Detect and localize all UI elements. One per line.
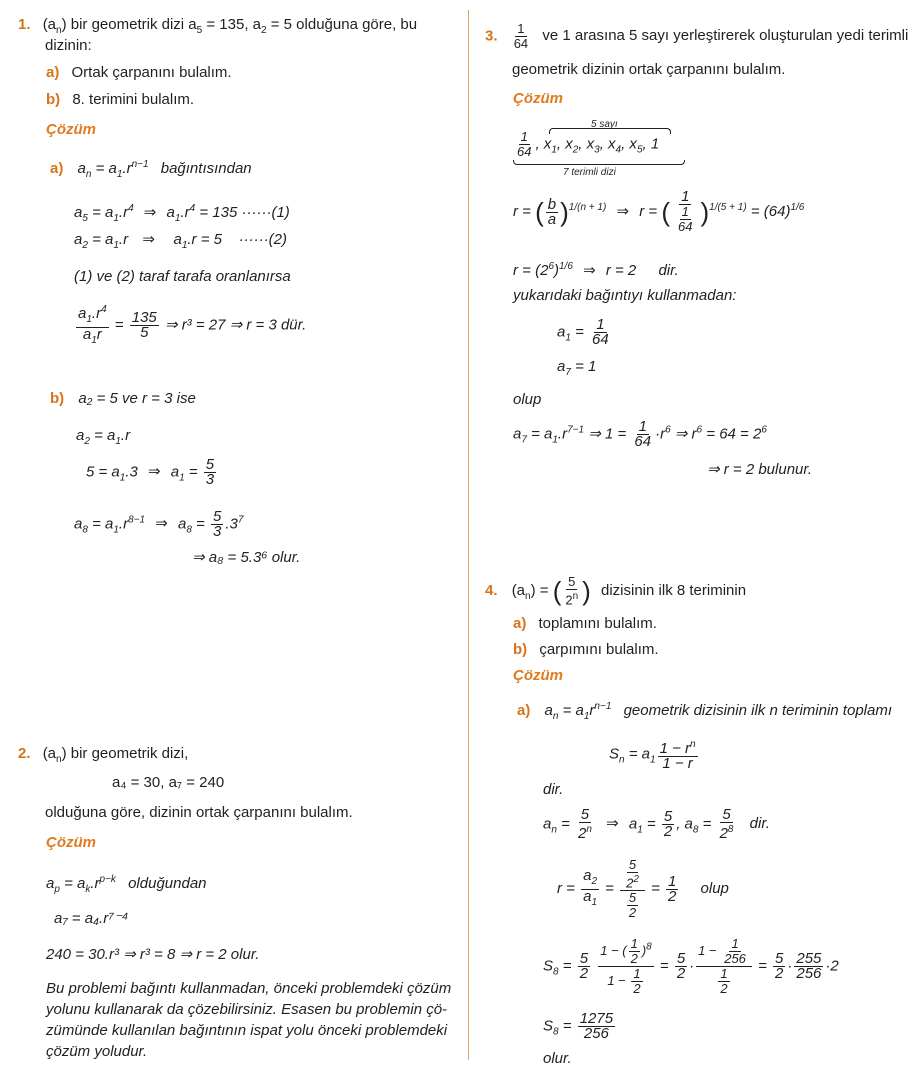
p2-note-4: çözüm yoludur. [46, 1043, 148, 1060]
problem-1-statement: 1. $(a_n)$ bir geometrik dizi $a_5 = 135$, $a_2 = 5$ olduğuna göre, bu [18, 16, 418, 36]
p1-eq1: $a_5 = a_1.r^4$ ⇒ $a_1.r^4 = 135 \cdot\cdot\cdot\cdot\cdot\cdot(1)$ [74, 203, 290, 224]
p3-bulunur: ⇒ r = 2 bulunur. [707, 461, 812, 478]
problem-1-statement-cont: dizinin: [45, 37, 92, 54]
p3-a1: $a_1$ = $\frac{1}{64}$ [557, 316, 609, 348]
p1-eq2: $a_2 = a_1.r$ ⇒ $a_1.r = 5$ ······(2) [74, 231, 287, 251]
column-divider [468, 10, 469, 1060]
p2-eq-a7: a₇ = a₄.r⁷⁻⁴ [54, 910, 129, 927]
p3-brace-top-label: 5 sayı [591, 119, 618, 130]
problem-3-number: 3. [485, 27, 498, 45]
problem-2-given: a₄ = 30, a₇ = 240 [112, 774, 225, 791]
p4-s8-result: $S_8$ = $\frac{1275}{256}$ [543, 1010, 614, 1042]
problem-2-statement-cont: olduğuna göre, dizinin ortak çarpanını bulalım. [45, 804, 353, 821]
p1-ratio-text: (1) ve (2) taraf tarafa oranlanırsa [74, 268, 291, 285]
p3-without-text: yukarıdaki bağıntıyı kullanmadan: [513, 287, 737, 304]
problem-1-part-a: a) Ortak çarpanını bulalım. [46, 64, 232, 81]
p1-sol-a-intro: a) $a_n = a_1.r^{n-1}$ bağıntısından [50, 159, 252, 180]
problem-4-number: 4. [485, 582, 498, 600]
p3-r-formula: r = ( $\frac{b}{a}$ )$^{1/(n + 1)}$ ⇒ r = ( $\frac{1}{\frac{1}{64}}$ )$^{1/(5 + 1)} = (64)^{1/6}$ [513, 188, 805, 234]
p2-rel: $a_p = a_k.r^{p-k}$ olduğundan [46, 874, 207, 895]
problem-1-number: 1. [18, 16, 31, 33]
p4-terms: $a_n$ = $\frac{5}{2^n}$ ⇒ $a_1$ = $\frac{5}{2}$ , $a_8$ = $\frac{5}{2^8}$ dir. [543, 806, 770, 842]
p1-b-final: ⇒ a₈ = 5.3⁶ olur. [192, 549, 301, 566]
p2-note-1: Bu problemi bağıntı kullanmadan, önceki problemdeki çözüm [46, 980, 452, 997]
problem-2-statement: 2. $(a_n)$ bir geometrik dizi, [18, 745, 189, 765]
problem-2-number: 2. [18, 745, 31, 762]
p4-olur: olur. [543, 1050, 572, 1066]
p3-olup: olup [513, 391, 542, 408]
p3-braced-sequence: 5 sayı $\frac{1}{64}$ , $x_1$, $x_2$, $x_3$, $x_4$, $x_5$, 1 7 terimli dizi [513, 116, 693, 176]
p2-note-2: yolunu kullanarak da çözebilirsiniz. Esasen bu problemin çö- [46, 1001, 448, 1018]
p4-sol-a-intro: a) $a_n = a_1r^{n-1}$ geometrik dizisinin ilk n teriminin toplamı [517, 701, 892, 722]
p3-a7: $a_7 = 1$ [557, 358, 597, 378]
p3-a7-eq: $a_7 = a_1.r^{7-1}$ ⇒ 1 = $\frac{1}{64}$ $\cdot r^6$ ⇒ $r^6 = 64 = 2^6$ [513, 418, 767, 450]
p4-r-eq: r = $\frac{a_2}{a_1}$ = $\frac{\frac{5}{2^2}}{\frac{5}{2}}$ = $\frac{1}{2}$ olup [557, 857, 729, 921]
problem-4-statement: 4. $(a_n)$ = ( $\frac{5}{2^n}$ ) dizisinin ilk 8 teriminin [485, 574, 747, 608]
p1-b-eq1: $a_2 = a_1.r$ [76, 427, 131, 447]
p4-dir-1: dir. [543, 781, 564, 798]
p3-brace-bottom-label: 7 terimli dizi [563, 167, 616, 178]
p4-s8-eq: $S_8$ = $\frac{5}{2}$ 1 − ( $\frac{1}{2}$ )$^8$ 1 − $\frac{1}{2}$ = $\frac{5}{2}$ · 1 − $\frac{1}{256}$ $\frac{1}{2}$ = $\frac{5}{2}$ · $\frac{255}{256}$ ·2 [543, 936, 839, 996]
p2-eq-final: 240 = 30.r³ ⇒ r³ = 8 ⇒ r = 2 olur. [46, 946, 260, 963]
problem-3-statement-cont: geometrik dizinin ortak çarpanını bulalım. [512, 61, 786, 78]
problem-2-solution-heading: Çözüm [46, 834, 96, 851]
problem-4-part-a: a) toplamını bulalım. [513, 615, 657, 632]
p1-b-eq3: $a_8 = a_1.r^{8-1}$ ⇒ $a_8$ = $\frac{5}{3}$ $.3^7$ [74, 508, 244, 540]
p3-r-result: $r = (2^6)^{1/6}$ ⇒ r = 2 dir. [513, 261, 679, 279]
p1-ratio-eq: $\frac{a_1.r^4}{a_1r}$ = $\frac{135}{5}$ ⇒ r³ = 27 ⇒ r = 3 dür. [78, 304, 307, 346]
problem-3-statement: 3. $\frac{1}{64}$ ve 1 arasına 5 sayı yerleştirerek oluşturulan yedi terimli [485, 21, 909, 51]
problem-4-part-b: b) çarpımını bulalım. [513, 641, 659, 658]
problem-1-part-b: b) 8. terimini bulalım. [46, 91, 195, 108]
problem-4-solution-heading: Çözüm [513, 667, 563, 684]
p4-sn-formula: $S_n = a_1$ $\frac{1 - r^n}{1 - r}$ [609, 739, 696, 772]
problem-3-solution-heading: Çözüm [513, 90, 563, 107]
left-column [18, 0, 458, 1066]
p1-b-eq2: $5 = a_1.3$ ⇒ $a_1$ = $\frac{5}{3}$ [86, 456, 215, 488]
p2-note-3: zümünde kullanılan bağıntının ispat yolu önceki problemdeki [46, 1022, 448, 1039]
p1-sol-b-intro: b) a₂ = 5 ve r = 3 ise [50, 390, 196, 407]
right-column [485, 0, 923, 1066]
problem-1-solution-heading: Çözüm [46, 121, 96, 138]
